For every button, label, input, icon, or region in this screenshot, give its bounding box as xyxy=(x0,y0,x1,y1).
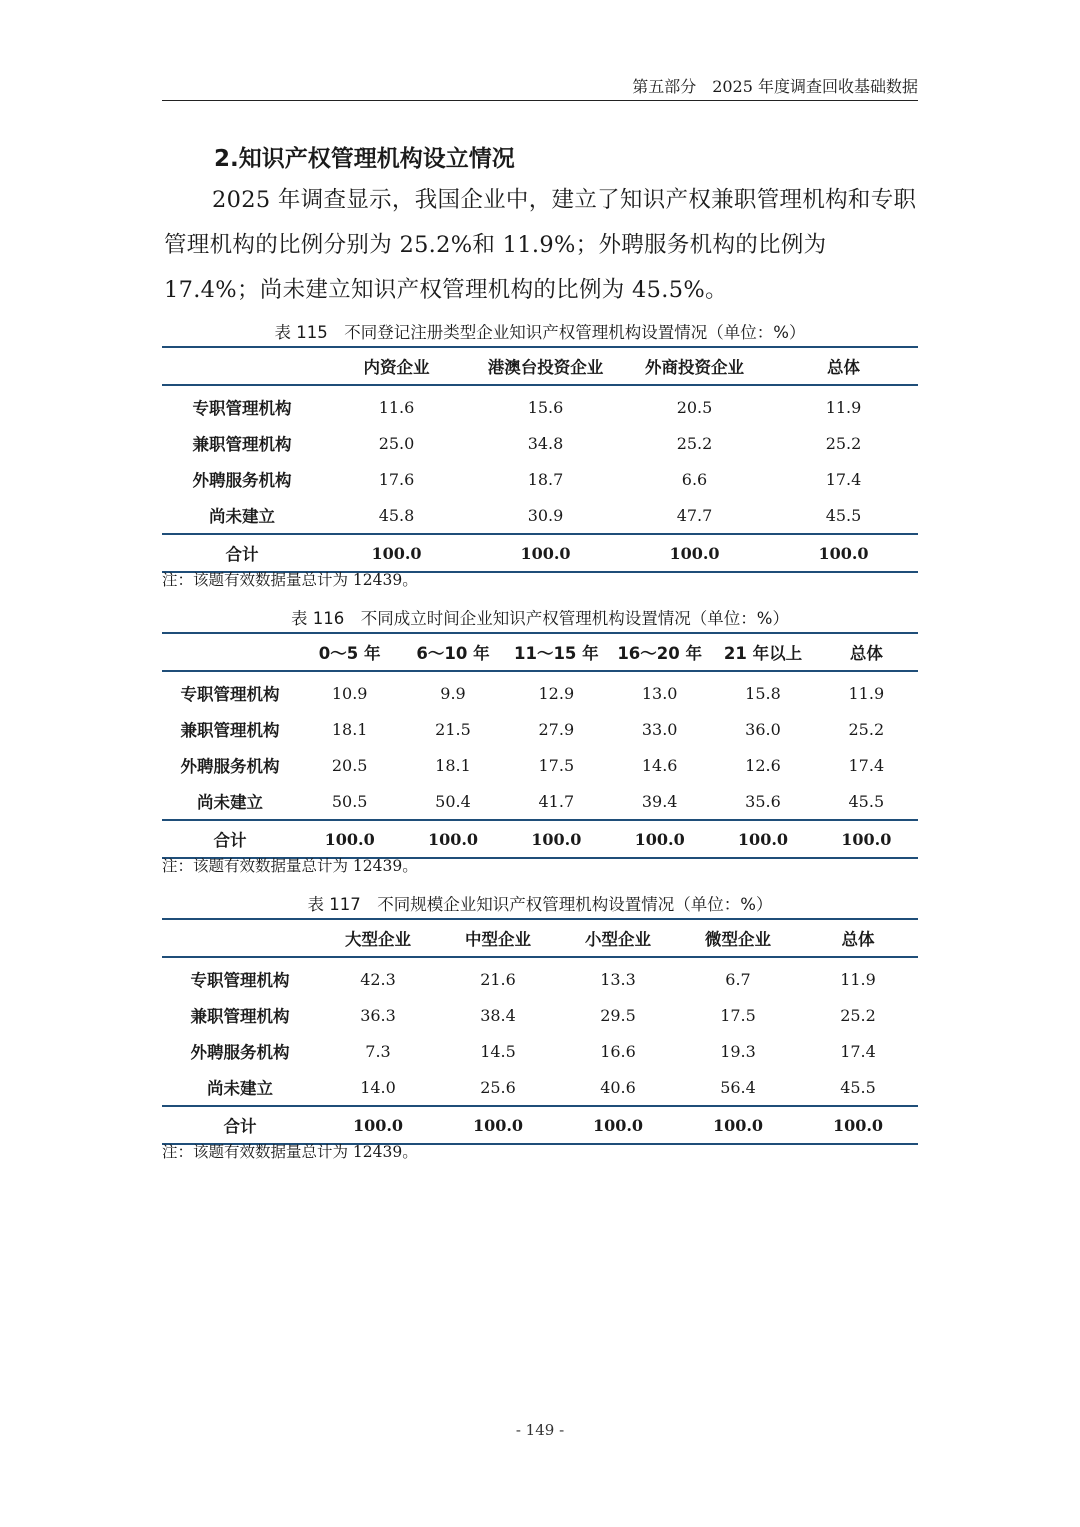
table-cell: 25.0 xyxy=(378,433,415,453)
table-cell: 17.5 xyxy=(720,1005,756,1025)
table-cell: 25.2 xyxy=(676,433,713,453)
table-row xyxy=(162,783,918,820)
page-number: - 149 - xyxy=(515,1421,565,1439)
table-total-row xyxy=(162,820,918,858)
table-117 xyxy=(162,918,918,1145)
table-116 xyxy=(162,632,918,859)
header-cell: 总体 xyxy=(769,347,918,385)
row-label: 兼职管理机构 xyxy=(180,721,280,740)
table-cell: 14.0 xyxy=(360,1077,396,1097)
table-cell: 50.4 xyxy=(435,791,471,811)
table-cell: 30.9 xyxy=(527,505,564,525)
table-cell: 14.5 xyxy=(480,1041,516,1061)
table-115-note: 注：该题有效数据量总计为 12439。 xyxy=(162,571,418,589)
header-cell xyxy=(162,633,298,671)
table-cell: 21.5 xyxy=(435,719,471,739)
table-row xyxy=(162,1069,918,1106)
table-cell: 17.6 xyxy=(378,469,415,489)
table-cell: 21.6 xyxy=(480,969,516,989)
table-cell: 100.0 xyxy=(322,534,471,572)
table-cell: 100.0 xyxy=(471,534,620,572)
table-cell: 50.5 xyxy=(331,791,368,811)
table-cell: 20.5 xyxy=(331,755,368,775)
table-cell: 18.1 xyxy=(331,719,368,739)
row-label: 合计 xyxy=(162,534,322,572)
header-cell: 6～10 年 xyxy=(401,633,504,671)
row-label: 外聘服务机构 xyxy=(192,471,292,490)
header-cell: 中型企业 xyxy=(438,919,558,957)
table-cell: 39.4 xyxy=(641,791,678,811)
table-total-row xyxy=(162,534,918,572)
table-cell: 25.2 xyxy=(848,719,885,739)
table-cell: 100.0 xyxy=(318,1106,438,1144)
table-row xyxy=(162,385,918,425)
table-cell: 25.2 xyxy=(840,1005,876,1025)
table-cell: 10.9 xyxy=(331,683,368,703)
table-cell: 41.7 xyxy=(538,791,575,811)
table-117-caption: 表 117 不同规模企业知识产权管理机构设置情况（单位：%） xyxy=(307,895,773,914)
table-cell: 15.8 xyxy=(745,683,781,703)
table-116-caption: 表 116 不同成立时间企业知识产权管理机构设置情况（单位：%） xyxy=(291,609,789,628)
table-cell: 45.5 xyxy=(840,1077,876,1097)
table-header-row xyxy=(162,633,918,671)
table-row xyxy=(162,957,918,997)
table-cell: 19.3 xyxy=(720,1041,756,1061)
table-row xyxy=(162,425,918,461)
table-cell: 18.1 xyxy=(435,755,471,775)
row-label: 尚未建立 xyxy=(197,793,263,812)
header-cell: 0～5 年 xyxy=(298,633,401,671)
row-label: 外聘服务机构 xyxy=(190,1043,290,1062)
table-cell: 12.6 xyxy=(745,755,781,775)
table-row xyxy=(162,747,918,783)
table-row xyxy=(162,711,918,747)
table-cell: 100.0 xyxy=(769,534,918,572)
table-cell: 35.6 xyxy=(745,791,781,811)
header-cell: 港澳台投资企业 xyxy=(471,347,620,385)
header-cell: 外商投资企业 xyxy=(620,347,769,385)
table-cell: 33.0 xyxy=(641,719,678,739)
table-cell: 11.9 xyxy=(825,397,862,417)
row-label: 兼职管理机构 xyxy=(190,1007,290,1026)
table-header-row xyxy=(162,919,918,957)
table-cell: 100.0 xyxy=(798,1106,918,1144)
table-cell: 11.6 xyxy=(378,397,415,417)
row-label: 专职管理机构 xyxy=(192,399,292,418)
running-header: 第五部分 2025 年度调查回收基础数据 xyxy=(162,74,918,101)
table-cell: 25.6 xyxy=(480,1077,516,1097)
table-cell: 47.7 xyxy=(676,505,713,525)
table-cell: 13.0 xyxy=(641,683,678,703)
table-117-note: 注：该题有效数据量总计为 12439。 xyxy=(162,1143,418,1161)
table-cell: 36.3 xyxy=(360,1005,396,1025)
row-label: 合计 xyxy=(162,1106,318,1144)
table-header-row xyxy=(162,347,918,385)
table-cell: 6.7 xyxy=(725,969,751,989)
row-label: 尚未建立 xyxy=(209,507,275,526)
header-cell: 内资企业 xyxy=(322,347,471,385)
table-cell: 16.6 xyxy=(600,1041,636,1061)
table-cell: 100.0 xyxy=(608,820,711,858)
row-label: 合计 xyxy=(162,820,298,858)
table-cell: 11.9 xyxy=(840,969,876,989)
header-cell: 总体 xyxy=(815,633,918,671)
table-cell: 6.6 xyxy=(681,469,708,489)
table-row xyxy=(162,997,918,1033)
table-cell: 40.6 xyxy=(600,1077,636,1097)
table-cell: 9.9 xyxy=(440,683,466,703)
table-cell: 100.0 xyxy=(505,820,608,858)
table-cell: 42.3 xyxy=(360,969,396,989)
table-cell: 45.8 xyxy=(378,505,415,525)
table-cell: 100.0 xyxy=(298,820,401,858)
table-cell: 100.0 xyxy=(401,820,504,858)
row-label: 尚未建立 xyxy=(207,1079,273,1098)
table-row xyxy=(162,1033,918,1069)
table-cell: 45.5 xyxy=(825,505,862,525)
header-cell: 21 年以上 xyxy=(711,633,814,671)
header-cell xyxy=(162,347,322,385)
section-title: 2.知识产权管理机构设立情况 xyxy=(214,146,515,172)
table-cell: 27.9 xyxy=(538,719,575,739)
row-label: 兼职管理机构 xyxy=(192,435,292,454)
table-cell: 15.6 xyxy=(527,397,564,417)
row-label: 专职管理机构 xyxy=(180,685,280,704)
body-paragraph: 2025 年调查显示，我国企业中，建立了知识产权兼职管理机构和专职管理机构的比例分别为 25.2%和 11.9%；外聘服务机构的比例为 17.4%；尚未建立知识产权管理机构的比例为 45.5%。 xyxy=(164,187,917,303)
table-cell: 100.0 xyxy=(678,1106,798,1144)
header-cell: 微型企业 xyxy=(678,919,798,957)
table-cell: 17.4 xyxy=(825,469,862,489)
table-cell: 34.8 xyxy=(527,433,564,453)
table-cell: 11.9 xyxy=(848,683,885,703)
table-cell: 25.2 xyxy=(825,433,862,453)
table-cell: 12.9 xyxy=(538,683,575,703)
table-cell: 36.0 xyxy=(745,719,781,739)
table-cell: 13.3 xyxy=(600,969,636,989)
table-cell: 18.7 xyxy=(527,469,564,489)
row-label: 专职管理机构 xyxy=(190,971,290,990)
header-cell: 大型企业 xyxy=(318,919,438,957)
table-cell: 100.0 xyxy=(711,820,814,858)
table-cell: 17.4 xyxy=(848,755,885,775)
table-cell: 17.4 xyxy=(840,1041,876,1061)
header-cell: 16～20 年 xyxy=(608,633,711,671)
header-cell: 11～15 年 xyxy=(505,633,608,671)
table-cell: 14.6 xyxy=(641,755,678,775)
table-cell: 29.5 xyxy=(600,1005,636,1025)
table-row xyxy=(162,671,918,711)
table-cell: 45.5 xyxy=(848,791,885,811)
table-cell: 17.5 xyxy=(538,755,575,775)
header-cell: 总体 xyxy=(798,919,918,957)
table-cell: 56.4 xyxy=(720,1077,756,1097)
table-cell: 100.0 xyxy=(438,1106,558,1144)
table-row xyxy=(162,461,918,497)
table-cell: 100.0 xyxy=(558,1106,678,1144)
table-cell: 100.0 xyxy=(620,534,769,572)
header-cell xyxy=(162,919,318,957)
table-cell: 20.5 xyxy=(676,397,713,417)
row-label: 外聘服务机构 xyxy=(180,757,280,776)
table-cell: 38.4 xyxy=(480,1005,516,1025)
table-cell: 7.3 xyxy=(365,1041,391,1061)
table-row xyxy=(162,497,918,534)
table-115-caption: 表 115 不同登记注册类型企业知识产权管理机构设置情况（单位：%） xyxy=(274,323,806,342)
table-116-note: 注：该题有效数据量总计为 12439。 xyxy=(162,857,418,875)
table-115 xyxy=(162,346,918,573)
header-cell: 小型企业 xyxy=(558,919,678,957)
table-cell: 100.0 xyxy=(815,820,918,858)
table-total-row xyxy=(162,1106,918,1144)
